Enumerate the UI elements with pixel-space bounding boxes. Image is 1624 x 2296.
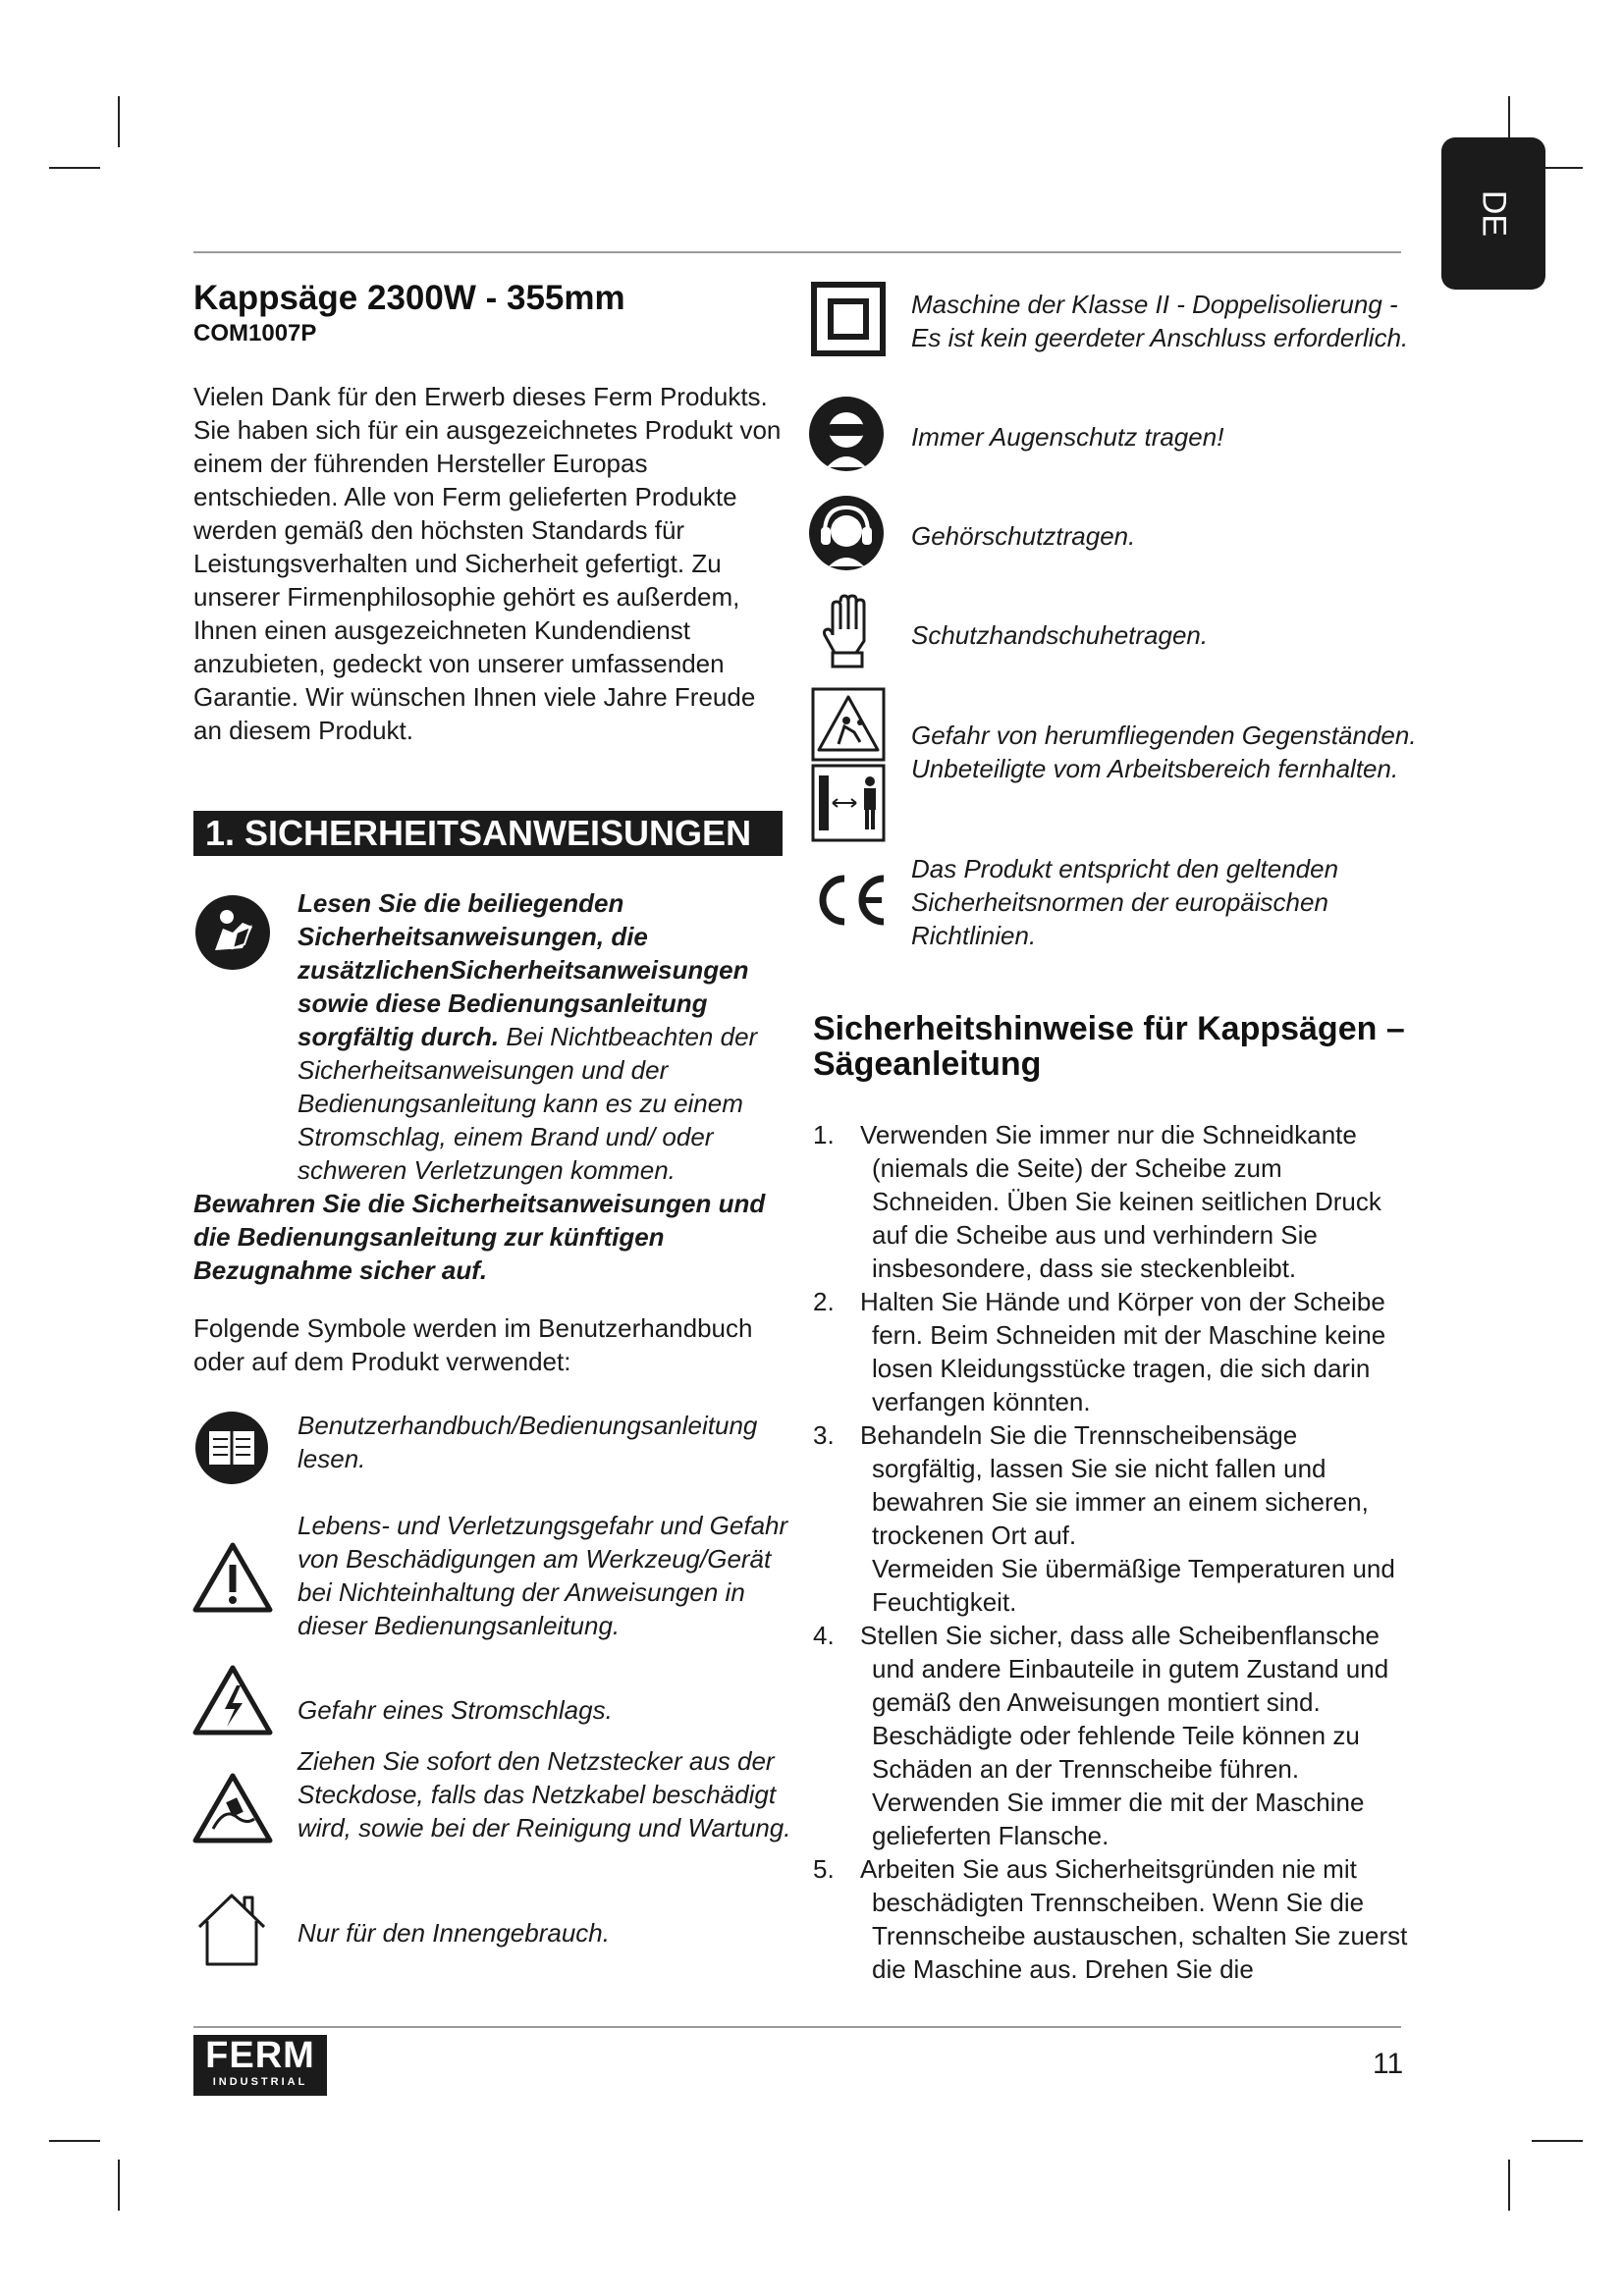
unplug-icon xyxy=(191,1772,274,1849)
list-item-number: 4. xyxy=(813,1621,835,1650)
logo-brand: FERM xyxy=(205,2035,315,2076)
list-item-number: 1. xyxy=(813,1120,835,1149)
page-title: Kappsäge 2300W - 355mm xyxy=(193,279,625,317)
warning-bold-text: Lesen Sie die beiliegenden Sicherheitsanweisungen, die zusätzlichenSicherheitsanweisungen sowie diese Bedienungsanleitung sorgfältig durch. xyxy=(298,888,749,1051)
list-item-text-content: Halten Sie Hände und Körper von der Scheibe fern. Beim Schneiden mit der Maschine keine losen Kleidungsstücke tragen, die sich darin verfangen könnten. xyxy=(860,1287,1386,1416)
symbol-text-eye: Immer Augenschutz tragen! xyxy=(911,422,1224,452)
list-item-text xyxy=(860,1285,1410,1418)
symbol-text-manual: Benutzerhandbuch/Bedienungsanleitung lesen. xyxy=(298,1411,758,1473)
list-item-text-content: Stellen Sie sicher, dass alle Scheibenflansche und andere Einbauteile in gutem Zustand und gemäß den Anweisungen montiert sind. Beschädigte oder fehlende Teile können zu Schäden an der Trennscheibe führen. Verwenden Sie immer die mit der Maschine gelieferten Flansche. xyxy=(860,1621,1389,1850)
flying-objects-icon xyxy=(811,687,886,849)
crop-mark xyxy=(1532,2140,1583,2142)
eye-protection-icon xyxy=(807,395,886,478)
list-item-number: 3. xyxy=(813,1420,835,1450)
symbol-text-ce: Das Produkt entspricht den geltenden Sicherheitsnormen der europäischen Richtlinien. xyxy=(911,854,1339,950)
symbol-text-gloves: Schutzhandschuhetragen. xyxy=(911,620,1209,650)
manual-icon xyxy=(193,1410,270,1491)
language-tab xyxy=(1441,137,1545,290)
symbol-text-ear: Gehörschutztragen. xyxy=(911,521,1136,551)
intro-paragraph: Vielen Dank für den Erwerb dieses Ferm Produkts. Sie haben sich für ein ausgezeichnetes Produkt von einem der führenden Hersteller Europas entschieden. Alle von Ferm gelieferten Produkte werden gemäß den höchsten Standards für Leistungsverhalten und Sicherheit gefertigt. Zu unserer Firmenphilosophie gehört es außerdem, Ihnen einen ausgezeichneten Kundendienst anzubieten, gedeckt von unserer umfassenden Garantie. Wir wünschen Ihnen viele Jahre Freude an diesem Produkt. xyxy=(193,382,782,745)
list-item xyxy=(813,1285,1412,1418)
symbol-text-warning: Lebens- und Verletzungsgefahr und Gefahr von Beschädigungen am Werkzeug/Gerät bei Nichteinhaltung der Anweisungen in dieser Bedienungsanleitung. xyxy=(298,1511,788,1640)
keep-instructions-text: Bewahren Sie die Sicherheitsanweisungen und die Bedienungsanleitung zur künftigen Bezugnahme sicher auf. xyxy=(193,1189,766,1285)
crop-mark xyxy=(118,96,120,147)
top-rule xyxy=(193,251,1401,253)
bottom-rule xyxy=(193,2026,1401,2028)
page-number: 11 xyxy=(1373,2048,1404,2080)
warning-italic-text: Bei Nichtbeachten der Sicherheitsanweisungen und der Bedienungsanleitung kann es zu einem Stromschlag, einem Brand und/ oder schweren Verletzungen kommen. xyxy=(298,1022,758,1185)
symbol-text-flying: Gefahr von herumfliegenden Gegenständen. Unbeteiligte vom Arbeitsbereich fernhalten. xyxy=(911,721,1417,783)
warning-icon xyxy=(191,1541,274,1619)
list-item xyxy=(813,1619,1412,1852)
symbols-intro: Folgende Symbole werden im Benutzerhandbuch oder auf dem Produkt verwendet: xyxy=(193,1313,753,1376)
crop-mark xyxy=(1508,2160,1510,2211)
list-item-text-content: Arbeiten Sie aus Sicherheitsgründen nie mit beschädigten Trennscheiben. Wenn Sie die Trennscheibe austauschen, schalten Sie zuerst die Maschine aus. Drehen Sie die xyxy=(860,1854,1408,1984)
left-column xyxy=(193,278,792,747)
list-item-extra-text: Vermeiden Sie übermäßige Temperaturen und Feuchtigkeit. xyxy=(872,1554,1395,1617)
crop-mark xyxy=(49,2140,100,2142)
ferm-logo xyxy=(193,2035,327,2096)
crop-mark xyxy=(118,2160,120,2211)
language-tab-label: DE xyxy=(1475,189,1513,238)
list-item-text-content: Behandeln Sie die Trennscheibensäge sorgfältig, lassen Sie sie nicht fallen und bewahren Sie sie immer an einem sicheren, trockenen Ort auf. xyxy=(860,1420,1369,1550)
list-item-text xyxy=(860,1619,1410,1852)
safety-warning-block xyxy=(193,886,783,1287)
symbol-text-class-ii: Maschine der Klasse II - Doppelisolierung - Es ist kein geerdeter Anschluss erforderlich. xyxy=(911,290,1409,352)
electric-shock-icon xyxy=(191,1664,274,1741)
symbol-text-unplug: Ziehen Sie sofort den Netzstecker aus der Steckdose, falls das Netzkabel beschädigt wird, sowie bei der Reinigung und Wartung. xyxy=(298,1746,791,1842)
logo-subtitle: INDUSTRIAL xyxy=(212,2076,308,2088)
symbol-text-electric: Gefahr eines Stromschlags. xyxy=(298,1695,613,1725)
model-number: COM1007P xyxy=(193,320,317,347)
list-item xyxy=(813,1852,1412,1986)
section-heading-saw-safety: Sicherheitshinweise für Kappsägen – Sägeanleitung xyxy=(813,1010,1405,1083)
list-item-text xyxy=(860,1418,1410,1619)
class-ii-icon xyxy=(811,282,886,361)
section-heading-safety: 1. SICHERHEITSANWEISUNGEN xyxy=(193,811,783,856)
list-item-text xyxy=(860,1852,1410,1986)
list-item-text xyxy=(860,1118,1410,1285)
list-item-number: 5. xyxy=(813,1854,835,1884)
crop-mark xyxy=(49,167,100,169)
list-item-number: 2. xyxy=(813,1287,835,1316)
list-item xyxy=(813,1118,1412,1285)
list-item xyxy=(813,1418,1412,1619)
indoor-use-icon xyxy=(193,1890,270,1973)
ear-protection-icon xyxy=(807,494,886,577)
list-item-text-content: Verwenden Sie immer nur die Schneidkante (niemals die Seite) der Scheibe zum Schneiden. Üben Sie keinen seitlichen Druck auf die Scheibe aus und verhindern Sie insbesondere, dass sie steckenbleibt. xyxy=(860,1120,1381,1283)
symbol-text-indoor: Nur für den Innengebrauch. xyxy=(298,1918,610,1948)
ce-mark-icon xyxy=(811,871,890,934)
gloves-icon xyxy=(817,592,880,675)
